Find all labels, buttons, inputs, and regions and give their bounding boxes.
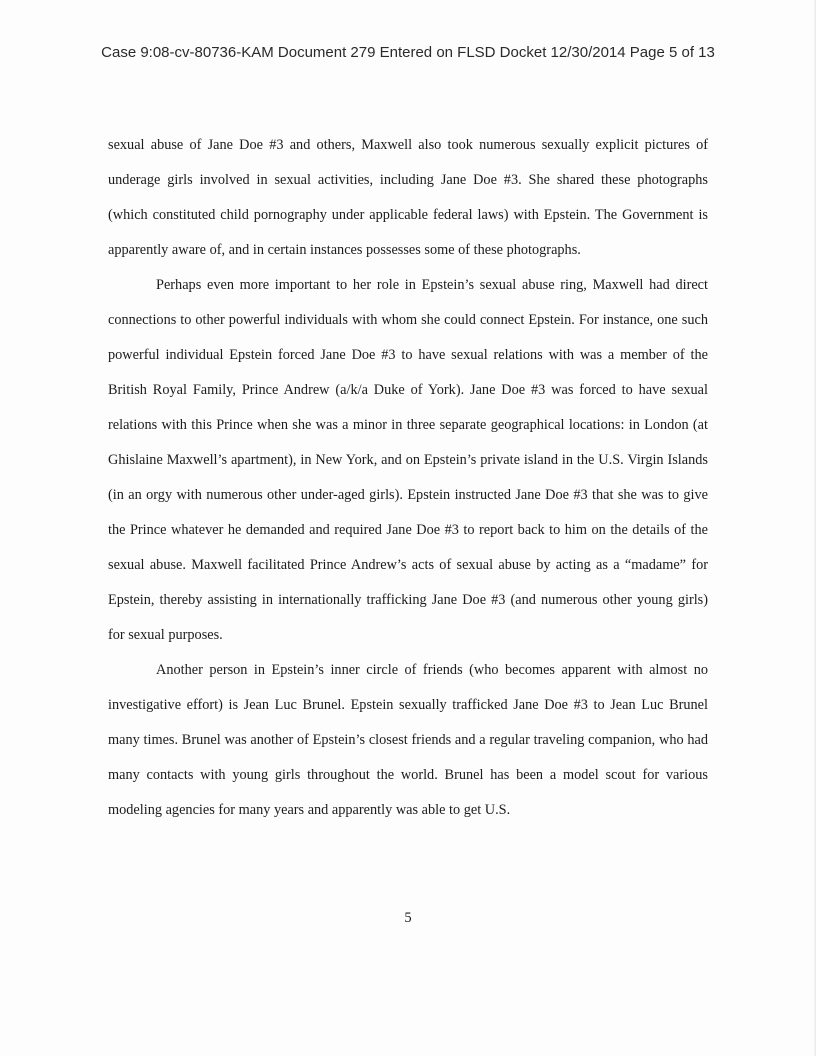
case-header: Case 9:08-cv-80736-KAM Document 279 Entered on FLSD Docket 12/30/2014 Page 5 of 13 (101, 44, 715, 61)
paragraph-brunel: Another person in Epstein’s inner circle of friends (who becomes apparent with almost no investigative effort) is Jean Luc Brunel. Epstein sexually trafficked Jane Doe #3 to Jean Luc Brunel many times. Brunel was another of Epstein’s closest friends and a regular traveling companion, who had many contacts with young girls throughout the world. Brunel has been a model scout for various modeling agencies for many years and apparently was able to get U.S. (108, 662, 708, 818)
page-number: 5 (404, 910, 412, 926)
paragraph-maxwell-connections: Perhaps even more important to her role in Epstein’s sexual abuse ring, Maxwell had direct connections to other powerful individuals with whom she could connect Epstein. For instance, one such powerful individual Epstein forced Jane Doe #3 to have sexual relations with was a member of the British Royal Family, Prince Andrew (a/k/a Duke of York). Jane Doe #3 was forced to have sexual relations with this Prince when she was a minor in three separate geographical locations: in London (at Ghislaine Maxwell’s apartment), in New York, and on Epstein’s private island in the U.S. Virgin Islands (in an orgy with numerous other under-aged girls). Epstein instructed Jane Doe #3 that she was to give the Prince whatever he demanded and required Jane Doe #3 to report back to him on the details of the sexual abuse. Maxwell facilitated Prince Andrew’s acts of sexual abuse by acting as a “madame” for Epstein, thereby assisting in internationally trafficking Jane Doe #3 (and numerous other young girls) for sexual purposes. (108, 277, 708, 643)
body-text (108, 128, 708, 828)
paragraph-continuation: sexual abuse of Jane Doe #3 and others, Maxwell also took numerous sexually explicit pictures of underage girls involved in sexual activities, including Jane Doe #3. She shared these photographs (which constituted child pornography under applicable federal laws) with Epstein. The Government is apparently aware of, and in certain instances possesses some of these photographs. (108, 137, 708, 258)
